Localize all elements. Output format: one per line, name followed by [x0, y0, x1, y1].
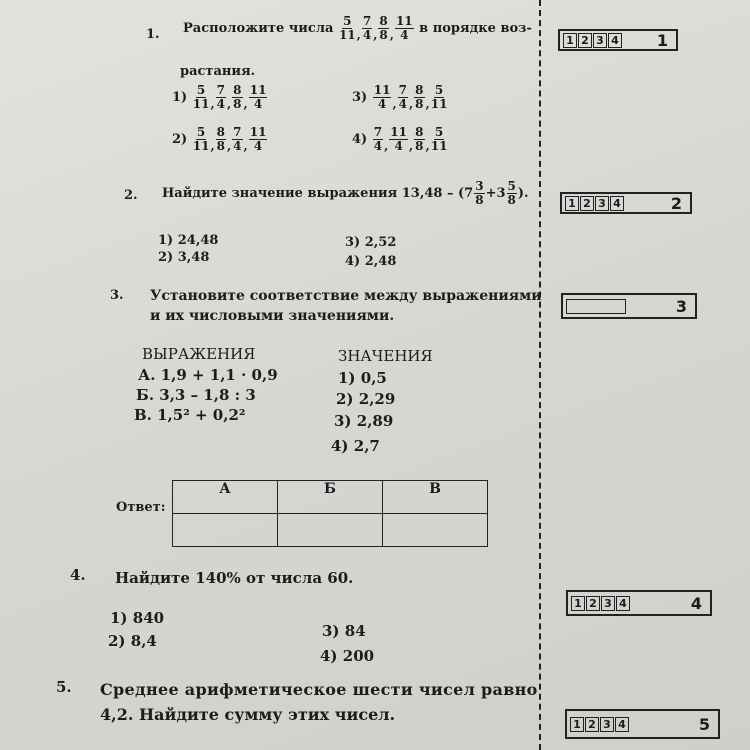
comma: ,: [392, 96, 397, 111]
q1-text-cont: в порядке воз-: [419, 21, 532, 36]
value-3: 3) 2,89: [334, 412, 394, 430]
q2-fraction-2: [506, 180, 518, 207]
option-label: 4): [352, 132, 368, 147]
q2-plus: +3: [485, 186, 506, 201]
comma: ,: [210, 138, 215, 153]
col-v: В: [383, 481, 488, 514]
fraction: [193, 126, 210, 153]
fraction: [395, 15, 414, 42]
denominator: 11: [430, 139, 448, 153]
numerator: 5: [196, 83, 206, 97]
denominator: 4: [253, 97, 263, 111]
q3-line-2: и их числовыми значениями.: [150, 308, 395, 324]
answer-cell-v[interactable]: [383, 514, 488, 547]
comma: ,: [373, 27, 378, 42]
answer-cell-a[interactable]: [173, 514, 278, 547]
digit-cell[interactable]: 3: [593, 33, 607, 48]
digit-cell[interactable]: 3: [601, 596, 615, 611]
q1-number: 1.: [146, 27, 160, 42]
numerator: 7: [216, 83, 225, 97]
numerator: 7: [233, 125, 242, 139]
q2-option-3[interactable]: 3) 2,52: [345, 235, 397, 250]
numerator: 8: [415, 83, 424, 97]
comma: ,: [243, 96, 248, 111]
option-label: 3): [352, 90, 368, 105]
fraction: [507, 180, 517, 207]
numerator: 11: [390, 125, 407, 139]
expression-b: Б. 3,3 – 1,8 : 3: [136, 386, 256, 404]
digit-cells: [570, 717, 630, 732]
numerator: 8: [415, 125, 424, 139]
q1-text-end: растания.: [180, 64, 256, 79]
q3-line-1: Установите соответствие между выражениями: [150, 288, 542, 304]
denominator: 8: [475, 193, 484, 207]
fraction: [414, 84, 424, 111]
value-4: 4) 2,7: [331, 437, 380, 455]
box-number: 4: [690, 593, 702, 613]
q1-fractions: [338, 15, 415, 42]
option-fractions: [372, 126, 449, 153]
q2-prompt: [162, 180, 529, 207]
numerator: 11: [373, 83, 391, 97]
digit-cells: [565, 196, 625, 211]
value-1: 1) 0,5: [338, 369, 387, 387]
col-b: Б: [278, 481, 383, 514]
q5-line-2: 4,2. Найдите сумму этих чисел.: [100, 705, 396, 724]
fraction: [249, 84, 268, 111]
q4-text: Найдите 140% от числа 60.: [115, 569, 354, 587]
numerator: 5: [196, 125, 206, 139]
q2-text: Найдите значение выражения 13,48 – (7: [162, 186, 474, 201]
q1-option-3[interactable]: [352, 84, 448, 111]
fraction: [474, 180, 484, 207]
comma: ,: [425, 96, 430, 111]
digit-cell[interactable]: 4: [608, 33, 622, 48]
denominator: 4: [253, 139, 263, 153]
q3-number: 3.: [110, 288, 124, 303]
denominator: 4: [398, 97, 407, 111]
digit-cell[interactable]: 1: [571, 596, 585, 611]
option-fractions: [372, 84, 449, 111]
denominator: 4: [400, 28, 409, 42]
q2-fraction-1: [473, 180, 485, 207]
numerator: 11: [249, 125, 267, 139]
fraction: [373, 84, 392, 111]
fraction: [249, 126, 268, 153]
denominator: 8: [415, 139, 424, 153]
digit-cell[interactable]: 1: [570, 717, 584, 732]
q1-option-2[interactable]: [172, 126, 268, 153]
answer-box-3[interactable]: [561, 293, 697, 319]
numerator: 5: [507, 179, 516, 193]
comma: ,: [226, 96, 232, 111]
fraction: [431, 126, 448, 153]
fraction: [216, 84, 226, 111]
digit-cell[interactable]: 2: [586, 596, 600, 611]
denominator: 11: [192, 139, 210, 153]
fraction: [378, 15, 388, 42]
q1-option-4[interactable]: [352, 126, 448, 153]
digit-cell[interactable]: 1: [565, 196, 579, 211]
digit-cell[interactable]: 2: [580, 196, 594, 211]
digit-cell[interactable]: 4: [615, 717, 629, 732]
fraction: [232, 84, 242, 111]
denominator: 4: [373, 139, 383, 153]
blank-field: [566, 299, 626, 314]
q5-line-1: Среднее арифметическое шести чисел равно: [100, 680, 538, 699]
q1-prompt: [183, 15, 532, 42]
q2-option-2[interactable]: 2) 3,48: [158, 250, 210, 265]
fraction: [414, 126, 424, 153]
digit-cell[interactable]: 3: [600, 717, 614, 732]
comma: ,: [356, 27, 361, 42]
comma: ,: [243, 138, 248, 153]
fraction: [216, 126, 226, 153]
digit-cell[interactable]: 2: [578, 33, 592, 48]
denominator: 11: [430, 97, 448, 111]
fraction: [398, 84, 408, 111]
denominator: 4: [233, 139, 242, 153]
option-label: 1): [172, 90, 188, 105]
denominator: 8: [216, 139, 225, 153]
expression-a: А. 1,9 + 1,1 · 0,9: [138, 366, 278, 384]
fraction: [193, 84, 210, 111]
fraction: [389, 126, 408, 153]
q2-end: ).: [517, 186, 529, 201]
digit-cell[interactable]: 1: [563, 33, 577, 48]
digit-cells: [571, 596, 631, 611]
comma: ,: [226, 138, 232, 153]
answer-box-5[interactable]: [565, 709, 720, 739]
answer-box-1[interactable]: [558, 29, 678, 51]
option-fractions: [192, 126, 269, 153]
cut-line: [539, 0, 541, 750]
box-number: 5: [698, 714, 710, 734]
denominator: 4: [362, 28, 372, 42]
expression-v: В. 1,5² + 0,2²: [134, 406, 246, 424]
comma: ,: [425, 138, 430, 153]
q1-text: Расположите числа: [183, 21, 334, 36]
values-header: ЗНАЧЕНИЯ: [338, 347, 433, 365]
denominator: 4: [377, 97, 387, 111]
fraction: [362, 15, 372, 42]
col-a: А: [173, 481, 278, 514]
numerator: 7: [398, 83, 407, 97]
comma: ,: [384, 138, 389, 153]
q4-option-3[interactable]: 3) 84: [322, 622, 366, 640]
denominator: 11: [192, 97, 210, 111]
comma: ,: [389, 27, 394, 42]
numerator: 5: [434, 125, 444, 139]
answer-box-2[interactable]: [560, 192, 692, 214]
comma: ,: [408, 96, 414, 111]
q2-option-1[interactable]: 1) 24,48: [158, 233, 219, 248]
q1-option-1[interactable]: [172, 84, 268, 111]
denominator: 8: [379, 28, 388, 42]
numerator: 5: [343, 14, 352, 28]
answer-table: [172, 480, 488, 547]
q4-option-1[interactable]: 1) 840: [110, 609, 165, 627]
digit-cell[interactable]: 3: [595, 196, 609, 211]
numerator: 11: [249, 83, 267, 97]
denominator: 8: [507, 193, 516, 207]
answer-box-4[interactable]: [566, 590, 712, 616]
numerator: 7: [373, 125, 383, 139]
answer-label: Ответ:: [116, 500, 166, 515]
numerator: 11: [395, 14, 413, 28]
q2-option-4[interactable]: 4) 2,48: [345, 254, 397, 269]
option-fractions: [192, 84, 269, 111]
denominator: 4: [216, 97, 225, 111]
numerator: 8: [233, 83, 242, 97]
answer-cell-b[interactable]: [278, 514, 383, 547]
digit-cells: [563, 33, 623, 48]
comma: ,: [210, 96, 215, 111]
fraction: [232, 126, 242, 153]
comma: ,: [408, 138, 414, 153]
digit-cell[interactable]: 4: [616, 596, 630, 611]
value-2: 2) 2,29: [336, 390, 396, 408]
q4-number: 4.: [70, 566, 86, 584]
digit-cell[interactable]: 4: [610, 196, 624, 211]
q4-option-2[interactable]: 2) 8,4: [108, 632, 157, 650]
fraction: [373, 126, 383, 153]
fraction: [339, 15, 356, 42]
numerator: 8: [216, 125, 225, 139]
q2-number: 2.: [124, 188, 138, 203]
box-number: 1: [656, 30, 668, 50]
numerator: 5: [434, 83, 444, 97]
box-number: 3: [675, 296, 687, 316]
denominator: 8: [233, 97, 242, 111]
option-label: 2): [172, 132, 188, 147]
fraction: [431, 84, 448, 111]
q4-option-4[interactable]: 4) 200: [320, 647, 375, 665]
expressions-header: ВЫРАЖЕНИЯ: [142, 345, 256, 363]
numerator: 8: [379, 14, 388, 28]
denominator: 11: [338, 28, 356, 42]
denominator: 4: [394, 139, 403, 153]
q5-number: 5.: [56, 678, 72, 696]
numerator: 3: [475, 179, 484, 193]
numerator: 7: [362, 14, 372, 28]
denominator: 8: [415, 97, 424, 111]
digit-cell[interactable]: 2: [585, 717, 599, 732]
box-number: 2: [670, 193, 682, 213]
